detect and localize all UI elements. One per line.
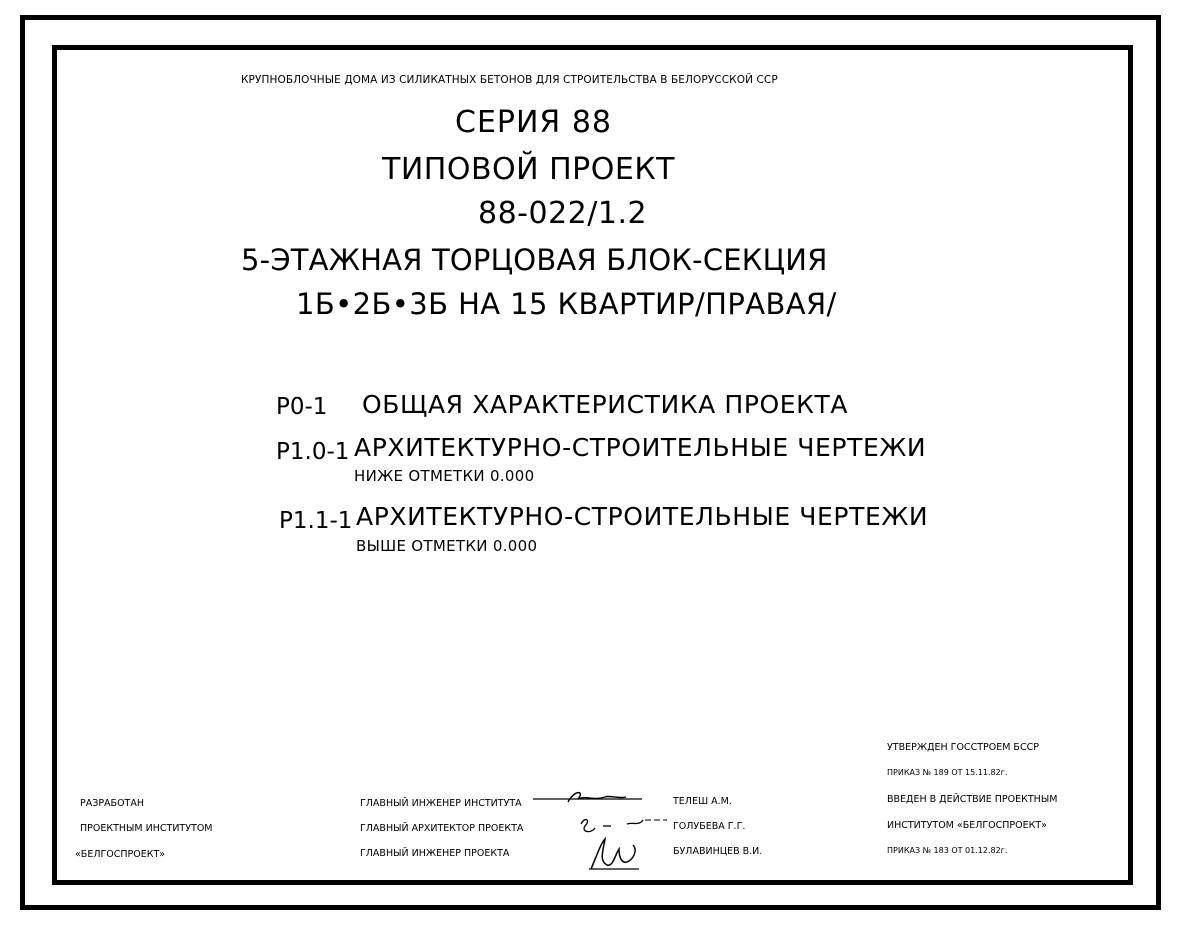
album-subtitle: НИЖЕ ОТМЕТКИ 0.000: [354, 467, 535, 485]
signature-chief-architect: [575, 812, 670, 837]
approval-institute: ИНСТИТУТОМ «БЕЛГОСПРОЕКТ»: [887, 820, 1047, 831]
signatory-name: ТЕЛЕШ А.М.: [673, 796, 732, 807]
signatory-position: ГЛАВНЫЙ ИНЖЕНЕР ПРОЕКТА: [360, 848, 510, 859]
signature-chief-project-engineer: [585, 835, 645, 875]
signatory-name: ГОЛУБЕВА Г.Г.: [673, 821, 746, 832]
developer-line1: РАЗРАБОТАН: [80, 798, 144, 809]
album-code: Р0-1: [276, 394, 328, 420]
developer-line3: «БЕЛГОСПРОЕКТ»: [75, 849, 166, 860]
developer-line2: ПРОЕКТНЫМ ИНСТИТУТОМ: [80, 823, 213, 834]
project-code: 88-022/1.2: [478, 196, 648, 231]
project-type: ТИПОВОЙ ПРОЕКТ: [382, 152, 675, 187]
description-line2: 1Б•2Б•3Б НА 15 КВАРТИР/ПРАВАЯ/: [296, 287, 837, 321]
album-title: ОБЩАЯ ХАРАКТЕРИСТИКА ПРОЕКТА: [362, 390, 849, 419]
album-title: АРХИТЕКТУРНО-СТРОИТЕЛЬНЫЕ ЧЕРТЕЖИ: [356, 502, 929, 531]
series-title: СЕРИЯ 88: [455, 105, 612, 140]
description-line1: 5-ЭТАЖНАЯ ТОРЦОВАЯ БЛОК-СЕКЦИЯ: [241, 243, 828, 277]
signatory-position: ГЛАВНЫЙ АРХИТЕКТОР ПРОЕКТА: [360, 823, 524, 834]
approval-approved: УТВЕРЖДЕН ГОССТРОЕМ БССР: [887, 742, 1039, 753]
series-header: КРУПНОБЛОЧНЫЕ ДОМА ИЗ СИЛИКАТНЫХ БЕТОНОВ ДЛЯ СТРОИТЕЛЬСТВА В БЕЛОРУССКОЙ ССР: [241, 74, 778, 86]
album-subtitle: ВЫШЕ ОТМЕТКИ 0.000: [356, 537, 538, 555]
album-title: АРХИТЕКТУРНО-СТРОИТЕЛЬНЫЕ ЧЕРТЕЖИ: [354, 433, 927, 462]
signature-chief-engineer: [530, 785, 645, 810]
approval-order2: ПРИКАЗ № 183 ОТ 01.12.82г.: [887, 846, 1008, 855]
approval-order1: ПРИКАЗ № 189 ОТ 15.11.82г.: [887, 768, 1008, 777]
album-code: Р1.0-1: [276, 439, 350, 465]
signatory-position: ГЛАВНЫЙ ИНЖЕНЕР ИНСТИТУТА: [360, 798, 522, 809]
album-code: Р1.1-1: [279, 508, 353, 534]
signatory-name: БУЛАВИНЦЕВ В.И.: [673, 846, 763, 857]
approval-enacted: ВВЕДЕН В ДЕЙСТВИЕ ПРОЕКТНЫМ: [887, 794, 1058, 805]
